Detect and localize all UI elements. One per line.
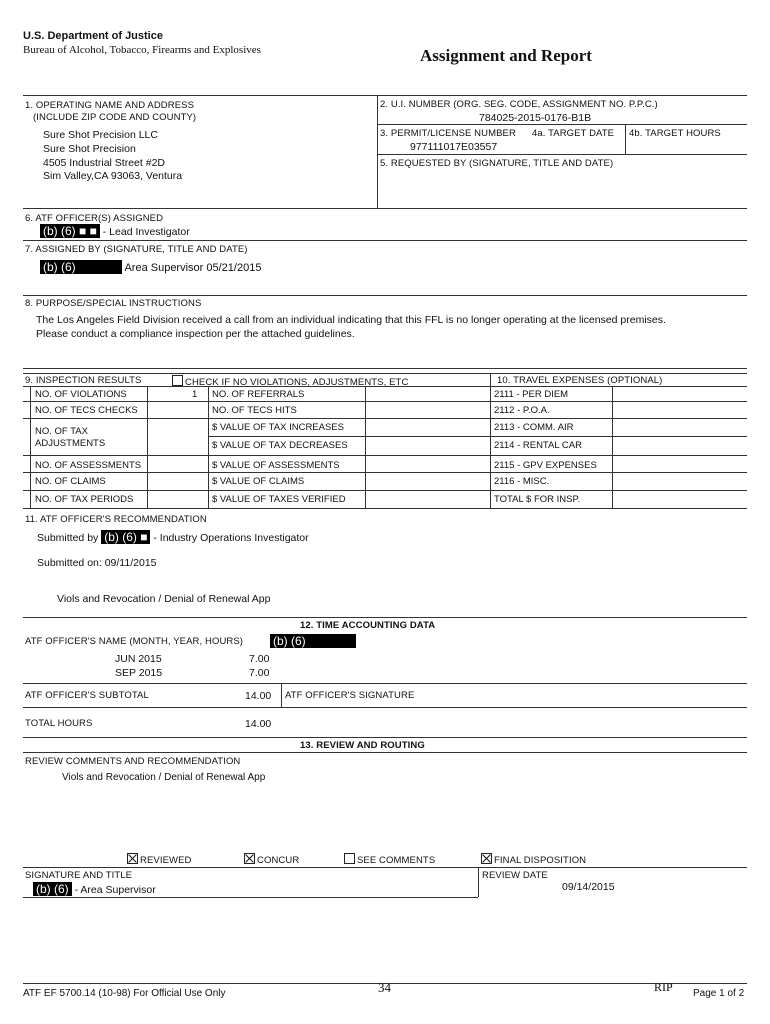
redaction-block: (b) (6) ■ bbox=[101, 530, 150, 544]
review-comments-label: REVIEW COMMENTS AND RECOMMENDATION bbox=[25, 756, 241, 767]
travel-item: 2113 - COMM. AIR bbox=[494, 422, 574, 433]
address-line: Sure Shot Precision LLC bbox=[43, 129, 158, 141]
inspection-results-label: 9. INSPECTION RESULTS bbox=[25, 375, 142, 386]
submitted-on: Submitted on: 09/11/2015 bbox=[37, 557, 157, 569]
assigned-by-line bbox=[40, 260, 261, 274]
checkbox[interactable] bbox=[344, 853, 355, 864]
tax-decreases-label: $ VALUE OF TAX DECREASES bbox=[212, 440, 348, 451]
month-hours: 7.00 bbox=[249, 667, 270, 679]
redaction-block: (b) (6) bbox=[33, 882, 72, 896]
tax-adjustments-label-2: ADJUSTMENTS bbox=[35, 438, 106, 449]
tecs-hits-label: NO. OF TECS HITS bbox=[212, 405, 297, 416]
reviewed-label: REVIEWED bbox=[140, 855, 192, 866]
purpose-line-1: The Los Angeles Field Division received a call from an individual indicating that this FFL is no longer operating at the licensed premises. bbox=[36, 314, 666, 326]
tax-periods-label: NO. OF TAX PERIODS bbox=[35, 494, 134, 505]
rip-stamp: RIP bbox=[654, 980, 673, 994]
tax-increases-label: $ VALUE OF TAX INCREASES bbox=[212, 422, 344, 433]
zip-county-label: (INCLUDE ZIP CODE AND COUNTY) bbox=[33, 112, 197, 123]
checkbox-checked[interactable] bbox=[244, 853, 255, 864]
operating-name-label: 1. OPERATING NAME AND ADDRESS bbox=[25, 100, 195, 111]
travel-total: TOTAL $ FOR INSP. bbox=[494, 494, 581, 505]
review-comments: Viols and Revocation / Denial of Renewal App bbox=[62, 772, 266, 783]
value-claims-label: $ VALUE OF CLAIMS bbox=[212, 476, 305, 487]
total-hours-value: 14.00 bbox=[245, 718, 272, 730]
final-disposition-check[interactable] bbox=[481, 853, 586, 866]
claims-label: NO. OF CLAIMS bbox=[35, 476, 106, 487]
address-line: Sure Shot Precision bbox=[43, 143, 136, 155]
requested-by-label: 5. REQUESTED BY (SIGNATURE, TITLE AND DATE) bbox=[380, 158, 614, 169]
reviewer-role: - Area Supervisor bbox=[74, 884, 156, 896]
travel-item: 2115 - GPV EXPENSES bbox=[494, 460, 597, 471]
month-entry: JUN 2015 bbox=[115, 653, 162, 665]
see-comments-check[interactable] bbox=[344, 853, 435, 866]
value-assessments-label: $ VALUE OF ASSESSMENTS bbox=[212, 460, 340, 471]
reviewer-line bbox=[33, 882, 156, 896]
concur-check[interactable] bbox=[244, 853, 299, 866]
recommendation-note: Viols and Revocation / Denial of Renewal App bbox=[57, 593, 271, 605]
checkbox[interactable] bbox=[172, 375, 183, 386]
purpose-line-2: Please conduct a compliance inspection per the attached guidelines. bbox=[36, 328, 355, 340]
officers-assigned-label: 6. ATF OFFICER(S) ASSIGNED bbox=[25, 213, 164, 224]
tecs-checks-label: NO. OF TECS CHECKS bbox=[35, 405, 138, 416]
submitted-by-role: - Industry Operations Investigator bbox=[153, 532, 309, 544]
assigned-by-label: 7. ASSIGNED BY (SIGNATURE, TITLE AND DATE) bbox=[25, 244, 248, 255]
violations-label: NO. OF VIOLATIONS bbox=[35, 389, 127, 400]
travel-item: 2112 - P.O.A. bbox=[494, 405, 550, 416]
officer-name-redaction bbox=[270, 632, 356, 650]
final-disposition-label: FINAL DISPOSITION bbox=[494, 855, 587, 866]
violations-value: 1 bbox=[192, 389, 198, 400]
concur-label: CONCUR bbox=[257, 855, 300, 866]
assigned-by-role: Area Supervisor 05/21/2015 bbox=[124, 262, 262, 274]
ui-number-label: 2. U.I. NUMBER (ORG. SEG. CODE, ASSIGNMENT NO. P.P.C.) bbox=[380, 99, 658, 110]
recommendation-label: 11. ATF OFFICER'S RECOMMENDATION bbox=[25, 514, 207, 525]
reviewed-check[interactable] bbox=[127, 853, 191, 866]
travel-expenses-label: 10. TRAVEL EXPENSES (OPTIONAL) bbox=[497, 375, 663, 386]
checkbox-checked[interactable] bbox=[127, 853, 138, 864]
submitted-by-label: Submitted by bbox=[37, 532, 99, 544]
address-line: 4505 Industrial Street #2D bbox=[43, 157, 165, 169]
officer-assigned-line bbox=[40, 224, 190, 238]
assessments-label: NO. OF ASSESSMENTS bbox=[35, 460, 142, 471]
target-hours-label: 4b. TARGET HOURS bbox=[629, 128, 721, 139]
referrals-label: NO. OF REFERRALS bbox=[212, 389, 305, 400]
travel-item: 2111 - PER DIEM bbox=[494, 389, 569, 400]
signature-title-label: SIGNATURE AND TITLE bbox=[25, 870, 133, 881]
taxes-verified-label: $ VALUE OF TAXES VERIFIED bbox=[212, 494, 346, 505]
subtotal-value: 14.00 bbox=[245, 690, 272, 702]
form-title: Assignment and Report bbox=[420, 46, 592, 65]
ui-number-value: 784025-2015-0176-B1B bbox=[479, 112, 592, 124]
form-number: ATF EF 5700.14 (10-98) For Official Use Only bbox=[23, 988, 226, 999]
travel-item: 2114 - RENTAL CAR bbox=[494, 440, 582, 451]
redaction-block: (b) (6) ■ ■ bbox=[40, 224, 100, 238]
officer-signature-label: ATF OFFICER'S SIGNATURE bbox=[285, 690, 415, 701]
redaction-block: (b) (6) bbox=[270, 634, 356, 648]
permit-value: 977111017E03557 bbox=[410, 141, 498, 153]
redaction-block: (b) (6) bbox=[40, 260, 122, 274]
total-hours-label: TOTAL HOURS bbox=[25, 718, 93, 729]
page-number: Page 1 of 2 bbox=[693, 988, 745, 999]
month-hours: 7.00 bbox=[249, 653, 270, 665]
travel-item: 2116 - MISC. bbox=[494, 476, 550, 487]
see-comments-label: SEE COMMENTS bbox=[357, 855, 436, 866]
no-violations-label: CHECK IF NO VIOLATIONS, ADJUSTMENTS, ETC bbox=[185, 377, 409, 388]
page-stamp: 34 bbox=[378, 980, 391, 995]
purpose-label: 8. PURPOSE/SPECIAL INSTRUCTIONS bbox=[25, 298, 202, 309]
subtotal-label: ATF OFFICER'S SUBTOTAL bbox=[25, 690, 149, 701]
officer-name-label: ATF OFFICER'S NAME (MONTH, YEAR, HOURS) bbox=[25, 636, 244, 647]
time-accounting-label: 12. TIME ACCOUNTING DATA bbox=[300, 620, 436, 631]
target-date-label: 4a. TARGET DATE bbox=[532, 128, 615, 139]
tax-adjustments-label: NO. OF TAX bbox=[35, 426, 88, 437]
review-routing-label: 13. REVIEW AND ROUTING bbox=[300, 740, 425, 751]
submitted-by-line bbox=[37, 530, 309, 544]
permit-label: 3. PERMIT/LICENSE NUMBER bbox=[380, 128, 516, 139]
address-line: Sim Valley,CA 93063, Ventura bbox=[43, 170, 183, 182]
department-name: U.S. Department of Justice bbox=[23, 30, 163, 42]
review-date-label: REVIEW DATE bbox=[482, 870, 548, 881]
checkbox-checked[interactable] bbox=[481, 853, 492, 864]
bureau-name: Bureau of Alcohol, Tobacco, Firearms and Explosives bbox=[23, 44, 261, 56]
review-date: 09/14/2015 bbox=[562, 881, 615, 893]
month-entry: SEP 2015 bbox=[115, 667, 163, 679]
officer-role: - Lead Investigator bbox=[102, 226, 190, 238]
